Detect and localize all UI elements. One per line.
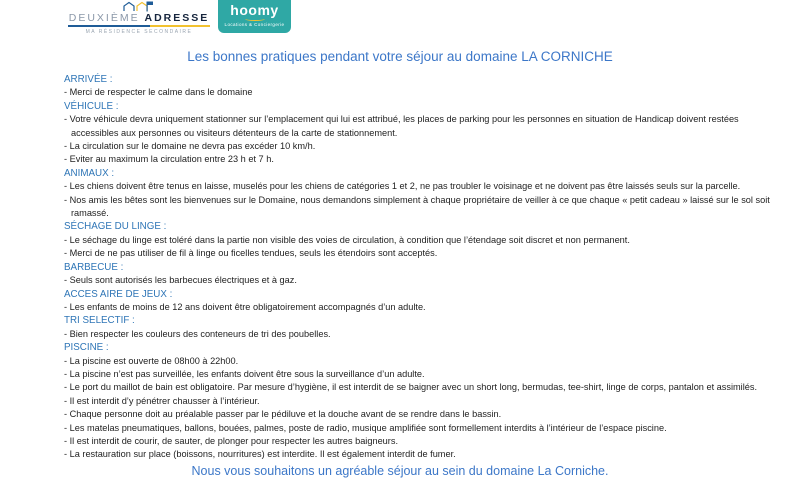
rule-item: - Il est interdit d’y pénétrer chausser à l’intérieur. bbox=[64, 395, 260, 406]
rule-item: - Eviter au maximum la circulation entre 23 h et 7 h. bbox=[64, 154, 274, 165]
section-barbecue bbox=[64, 261, 776, 288]
rule-item: - Nos amis les bêtes sont les bienvenues sur le Domaine, nous demandons simplement à chaque propriétaire de veiller à ce que chaque « petit cadeau » laissé sur le sol soit ramassé. bbox=[64, 194, 770, 219]
section-heading: VÉHICULE : bbox=[64, 100, 119, 112]
hoomy-tagline: Locations & Conciergerie bbox=[224, 22, 285, 27]
rule-item: - Il est interdit de courir, de sauter, de plonger pour respecter les autres baigneurs. bbox=[64, 435, 398, 446]
section-sechage-du-linge bbox=[64, 220, 776, 260]
rule-item: - La restauration sur place (boissons, nourritures) est interdite. Il est également interdit de fumer. bbox=[64, 449, 456, 460]
rule-item: - Votre véhicule devra uniquement stationner sur l’emplacement qui lui est attribué, les places de parking pour les personnes en situation de Handicap doivent restées accessibles aux personnes ou visiteurs détenteurs de la carte de stationnement. bbox=[64, 114, 739, 138]
section-heading: SÉCHAGE DU LINGE : bbox=[64, 221, 167, 233]
rules-content bbox=[64, 73, 776, 462]
rule-item: - Les matelas pneumatiques, ballons, bouées, palmes, poste de radio, musique amplifiée sont formellement interdits à l’intérieur de l’espace piscine. bbox=[64, 422, 667, 433]
page-header bbox=[0, 0, 800, 38]
section-tri-selectif bbox=[64, 314, 776, 341]
rule-item: - Merci de respecter le calme dans le domaine bbox=[64, 87, 253, 98]
rule-item: - Merci de ne pas utiliser de fil à linge ou ficelles tendues, seuls les étendoirs sont acceptés. bbox=[64, 248, 438, 259]
hoomy-logo bbox=[218, 0, 291, 33]
rule-item: - Les enfants de moins de 12 ans doivent être obligatoirement accompagnés d’un adulte. bbox=[64, 301, 426, 312]
deuxieme-adresse-wordmark bbox=[64, 12, 214, 24]
houses-icon bbox=[64, 1, 214, 12]
rule-item: - La piscine n’est pas surveillée, les enfants doivent être sous la surveillance d’un adulte. bbox=[64, 368, 425, 379]
rule-item: - Chaque personne doit au préalable passer par le pédiluve et la douche avant de se rendre dans le bassin. bbox=[64, 409, 502, 420]
wordmark-bold: ADRESSE bbox=[144, 12, 210, 24]
closing-message: Nous vous souhaitons un agréable séjour au sein du domaine La Corniche. bbox=[191, 463, 609, 478]
section-vehicule bbox=[64, 100, 776, 167]
section-heading: BARBECUE : bbox=[64, 261, 124, 273]
hoomy-wordmark: hoomy bbox=[230, 2, 279, 18]
deuxieme-adresse-tagline: MA RÉSIDENCE SECONDAIRE bbox=[85, 29, 193, 35]
section-heading: ARRIVÉE : bbox=[64, 74, 113, 85]
section-animaux bbox=[64, 167, 776, 221]
deuxieme-adresse-logo bbox=[64, 1, 214, 35]
rule-item: - Seuls sont autorisés les barbecues électriques et à gaz. bbox=[64, 275, 297, 286]
page-title: Les bonnes pratiques pendant votre séjour au domaine LA CORNICHE bbox=[187, 49, 613, 64]
logo-divider-bar bbox=[68, 25, 210, 27]
section-heading: ACCES AIRE DE JEUX : bbox=[64, 288, 173, 300]
rule-item: - Le port du maillot de bain est obligatoire. Par mesure d’hygiène, il est interdit de se baigner avec un short long, bermudas, tee-shirt, linge de corps, pantalon et assimilés. bbox=[64, 382, 758, 393]
section-piscine bbox=[64, 341, 776, 462]
rule-item: - Le séchage du linge est toléré dans la partie non visible des voies de circulation, à condition que l’étendage soit discret et non permanent. bbox=[64, 234, 630, 245]
section-arrivee bbox=[64, 73, 776, 100]
section-heading: TRI SELECTIF : bbox=[64, 315, 135, 327]
rule-item: - Bien respecter les couleurs des conteneurs de tri des poubelles. bbox=[64, 328, 331, 339]
rule-item: - Les chiens doivent être tenus en laisse, muselés pour les chiens de catégories 1 et 2, ne pas troubler le voisinage et ne doivent pas être laissés seuls sur la parcelle. bbox=[64, 181, 741, 192]
rule-item: - La circulation sur le domaine ne devra pas excéder 10 km/h. bbox=[64, 141, 316, 152]
wordmark-light: DEUXIÈME bbox=[68, 12, 140, 24]
section-heading: PISCINE : bbox=[64, 342, 109, 354]
rule-item: - La piscine est ouverte de 08h00 à 22h00. bbox=[64, 355, 239, 366]
section-heading: ANIMAUX : bbox=[64, 167, 115, 179]
section-acces-aire-de-jeux bbox=[64, 288, 776, 315]
